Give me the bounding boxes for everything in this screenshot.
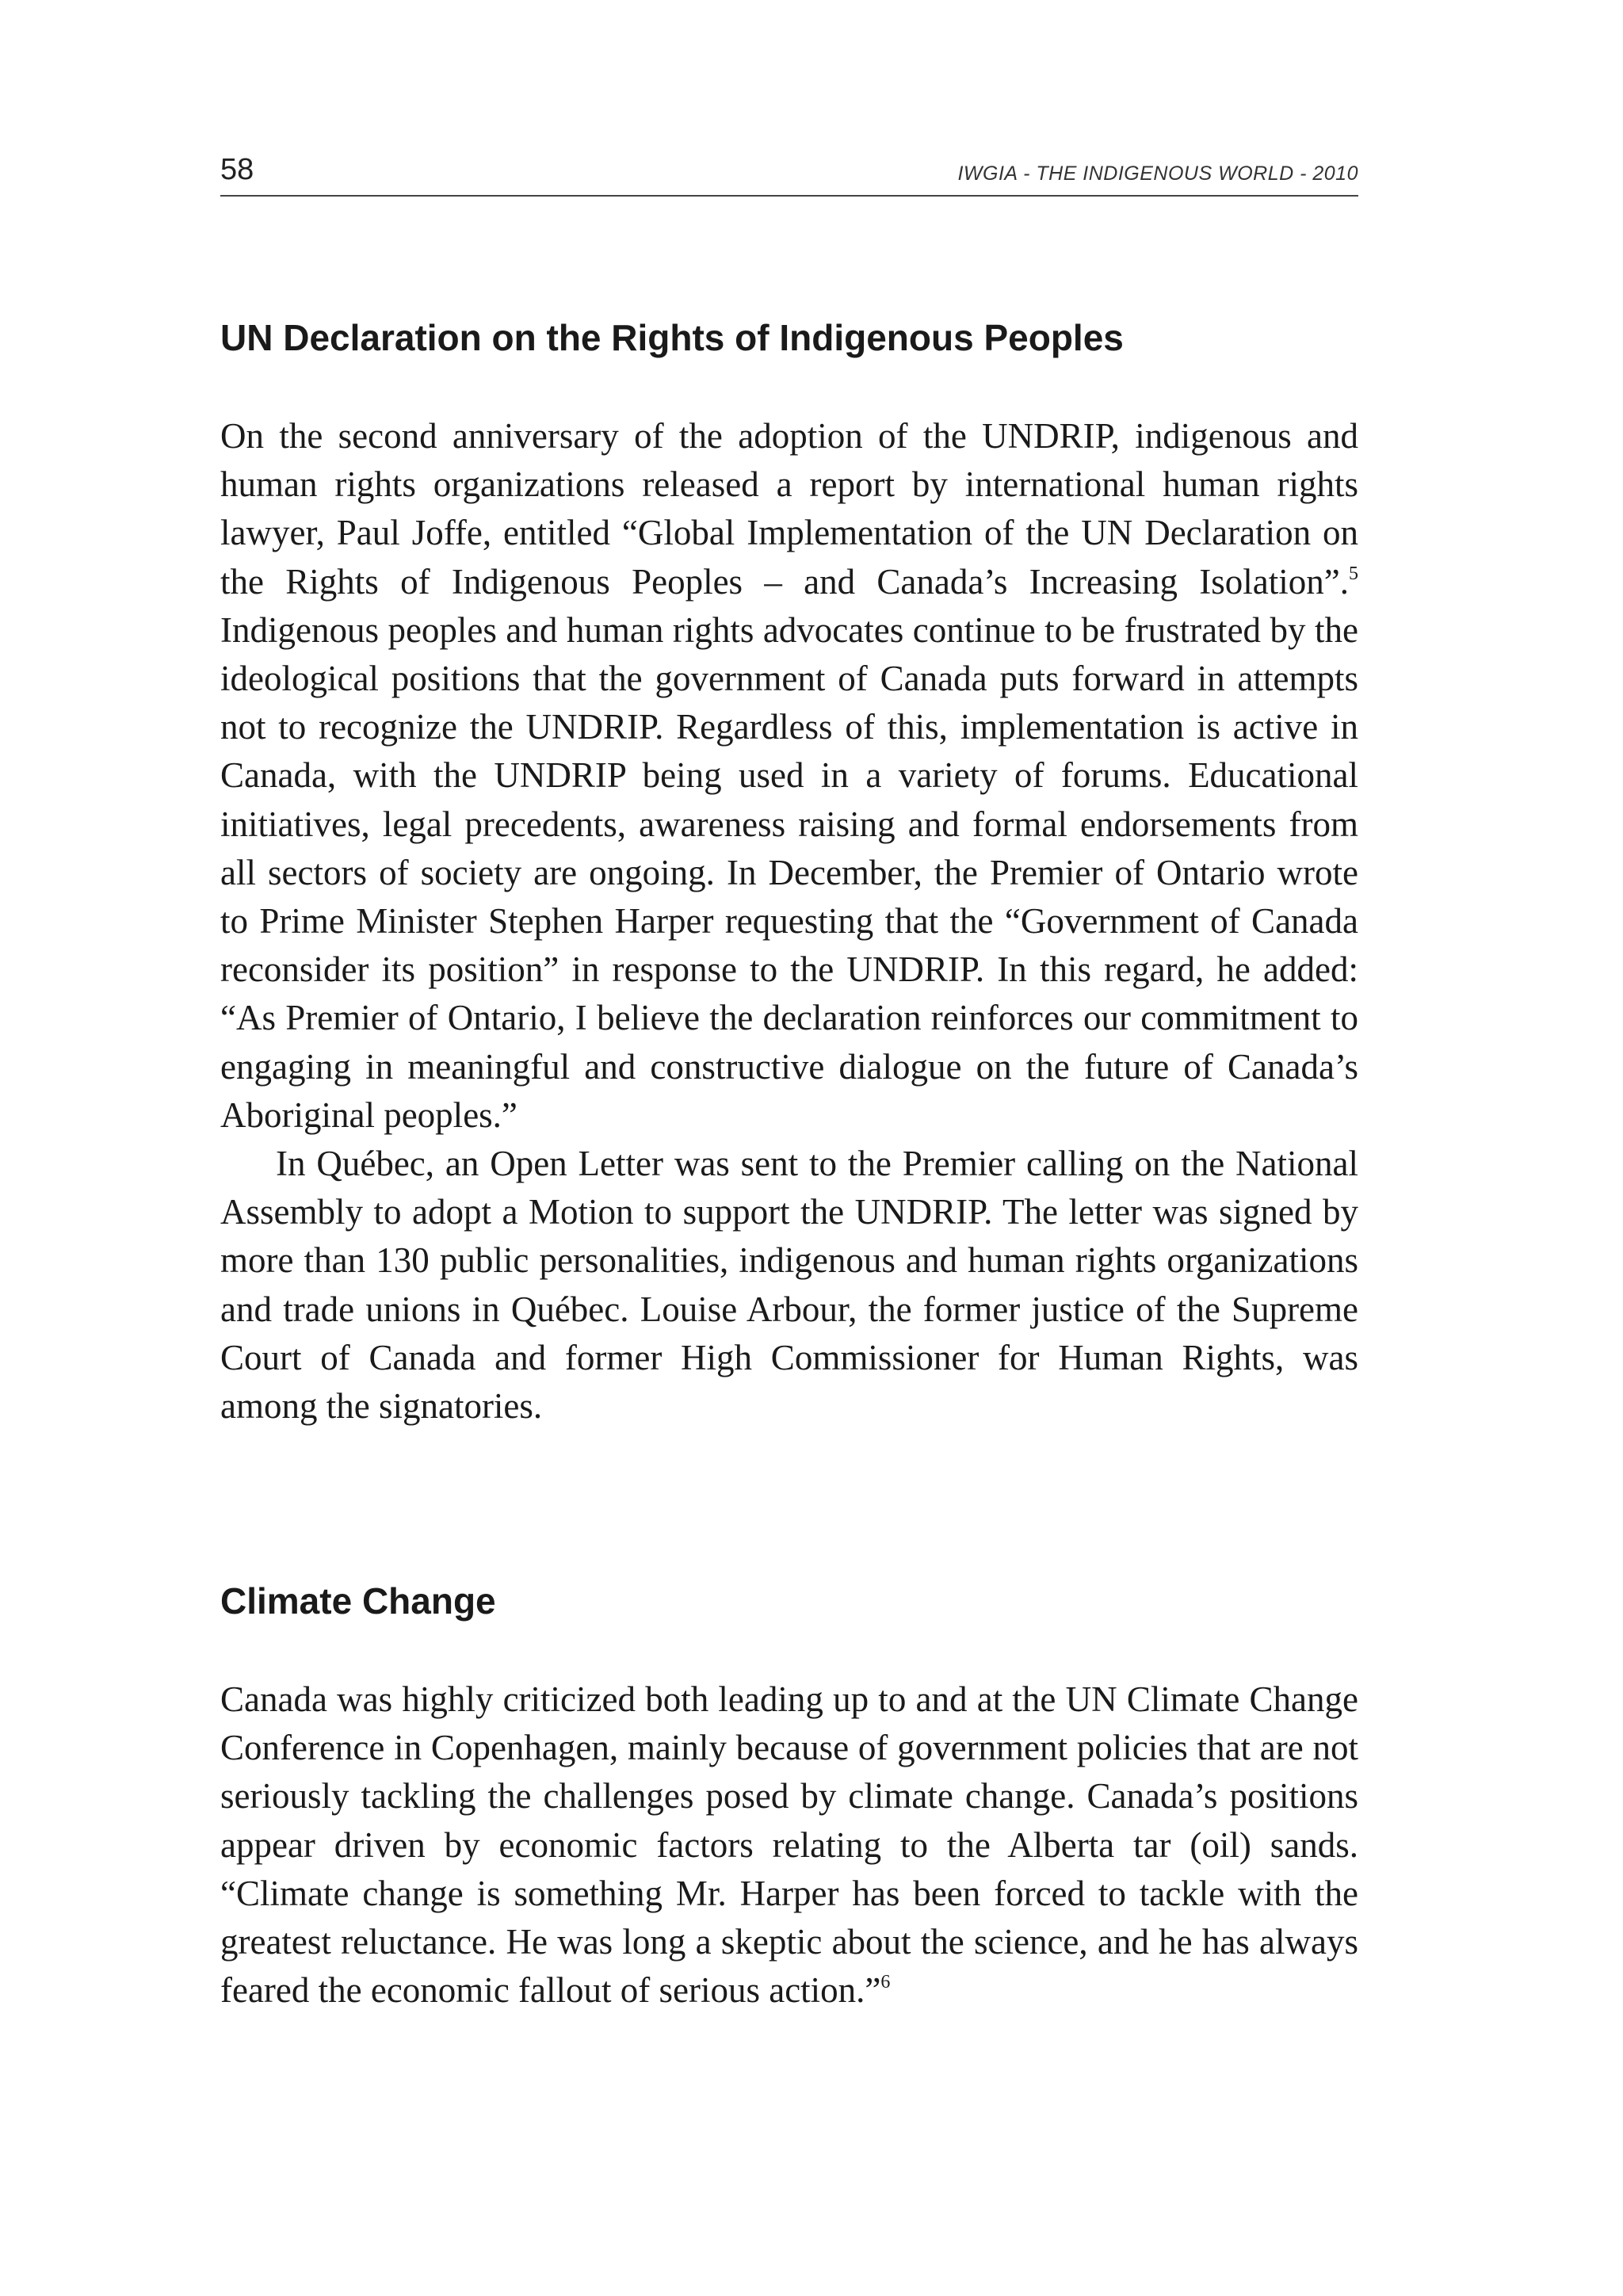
paragraph-climate-change [220, 1675, 1358, 2015]
journal-title: IWGIA - THE INDIGENOUS WORLD - 2010 [957, 162, 1358, 185]
footnote-marker: 6 [880, 1972, 891, 1993]
section-undrip-heading-block [220, 315, 1358, 360]
section-undrip-body [220, 412, 1358, 1431]
section-heading-undrip: UN Declaration on the Rights of Indigenous Peoples [220, 317, 1124, 358]
paragraph-quebec-letter: In Québec, an Open Letter was sent to the Premier calling on the National Assembly to adopt a Motion to support the UNDRIP. The letter was signed by more than 130 public personalities, indigenous and human rights organizations and trade unions in Québec. Louise Arbour, the former justice of the Supreme Court of Canada and former High Commissioner for Human Rights, was among the signatories. [220, 1144, 1358, 1427]
section-heading-climate-change: Climate Change [220, 1580, 496, 1622]
paragraph-text: Indigenous peoples and human rights advocates continue to be frustrated by the ideological positions that the government of Canada puts forward in attempts not to recognize the UNDRIP. Regardless of this, implementation is active in Canada, with the UNDRIP being used in a variety of forums. Educational initiatives, legal precedents, awareness raising and formal endorsements from all sectors of society are ongoing. In December, the Premier of Ontario wrote to Prime Minister Stephen Harper requesting that the “Government of Canada reconsider its position” in response to the UNDRIP. In this regard, he added: “As Premier of Ontario, I believe the declaration reinforces our commitment to engaging in meaningful and constructive dialogue on the future of Canada’s Aboriginal peoples.” [220, 609, 1358, 1135]
running-header [220, 151, 1358, 197]
paragraph-text: On the second anniversary of the adoption of the UNDRIP, indigenous and human rights organizations released a report by international human rights lawyer, Paul Joffe, entitled “Global Implementation of the UN Declaration on the Rights of Indigenous Peoples – and Canada’s Increasing Isolation”. [220, 416, 1358, 602]
paragraph-undrip-report [220, 412, 1358, 1140]
section-climate-body [220, 1675, 1358, 2015]
section-climate-heading-block [220, 1579, 1358, 1623]
paragraph-text: Canada was highly criticized both leading up to and at the UN Climate Change Conference in Copenhagen, mainly because of government policies that are not seriously tackling the challenges posed by climate change. Canada’s positions appear driven by economic factors relating to the Alberta tar (oil) sands. “Climate change is something Mr. Harper has been forced to tackle with the greatest reluctance. He was long a skeptic about the science, and he has always feared the economic fallout of serious action.” [220, 1679, 1358, 2011]
footnote-marker: 5 [1349, 563, 1358, 584]
page-number: 58 [220, 153, 254, 186]
